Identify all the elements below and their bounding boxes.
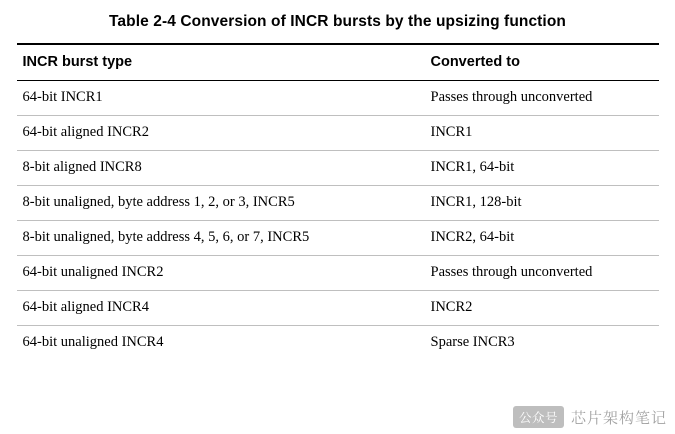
- watermark: [513, 406, 667, 428]
- cell-converted-to: Sparse INCR3: [430, 334, 515, 350]
- cell-converted-to: INCR2, 64-bit: [425, 221, 659, 256]
- table-row: [17, 291, 659, 326]
- cell-converted-to: INCR1: [425, 116, 659, 151]
- cell-burst-type: 8-bit unaligned, byte address 1, 2, or 3, INCR5: [17, 186, 425, 221]
- table-header-row: [17, 44, 659, 81]
- cell-burst-type: 64-bit aligned INCR2: [17, 116, 425, 151]
- cell-converted-to: Passes through unconverted: [425, 81, 659, 116]
- cell-burst-type: 64-bit unaligned INCR2: [17, 256, 425, 291]
- cell-burst-type: 8-bit aligned INCR8: [17, 151, 425, 186]
- cell-converted-to: INCR1, 64-bit: [425, 151, 659, 186]
- table-body: [17, 81, 659, 361]
- table-row: [17, 186, 659, 221]
- cell-converted-to: Passes through unconverted: [425, 256, 659, 291]
- watermark-name: 芯片架构笔记: [570, 409, 667, 427]
- column-header-incr-burst-type: INCR burst type: [17, 44, 425, 81]
- table-title: Table 2-4 Conversion of INCR bursts by the upsizing function: [109, 13, 566, 30]
- watermark-badge: 公众号: [513, 406, 564, 428]
- table-header: [17, 44, 659, 81]
- cell-converted-to: INCR2: [425, 291, 659, 326]
- cell-burst-type: 8-bit unaligned, byte address 4, 5, 6, or 7, INCR5: [17, 221, 425, 256]
- cell-converted-to: INCR1, 128-bit: [425, 186, 659, 221]
- table-row: [17, 81, 659, 116]
- table-row: [17, 151, 659, 186]
- table-row: [17, 256, 659, 291]
- column-header-converted-to: Converted to: [425, 44, 659, 81]
- conversion-table: [17, 43, 659, 360]
- cell-burst-type: 64-bit unaligned INCR4: [22, 334, 164, 350]
- table-row: [17, 221, 659, 256]
- cell-burst-type: 64-bit INCR1: [17, 81, 425, 116]
- table-row: [17, 116, 659, 151]
- cell-burst-type: 64-bit aligned INCR4: [17, 291, 425, 326]
- table-row: [17, 326, 659, 361]
